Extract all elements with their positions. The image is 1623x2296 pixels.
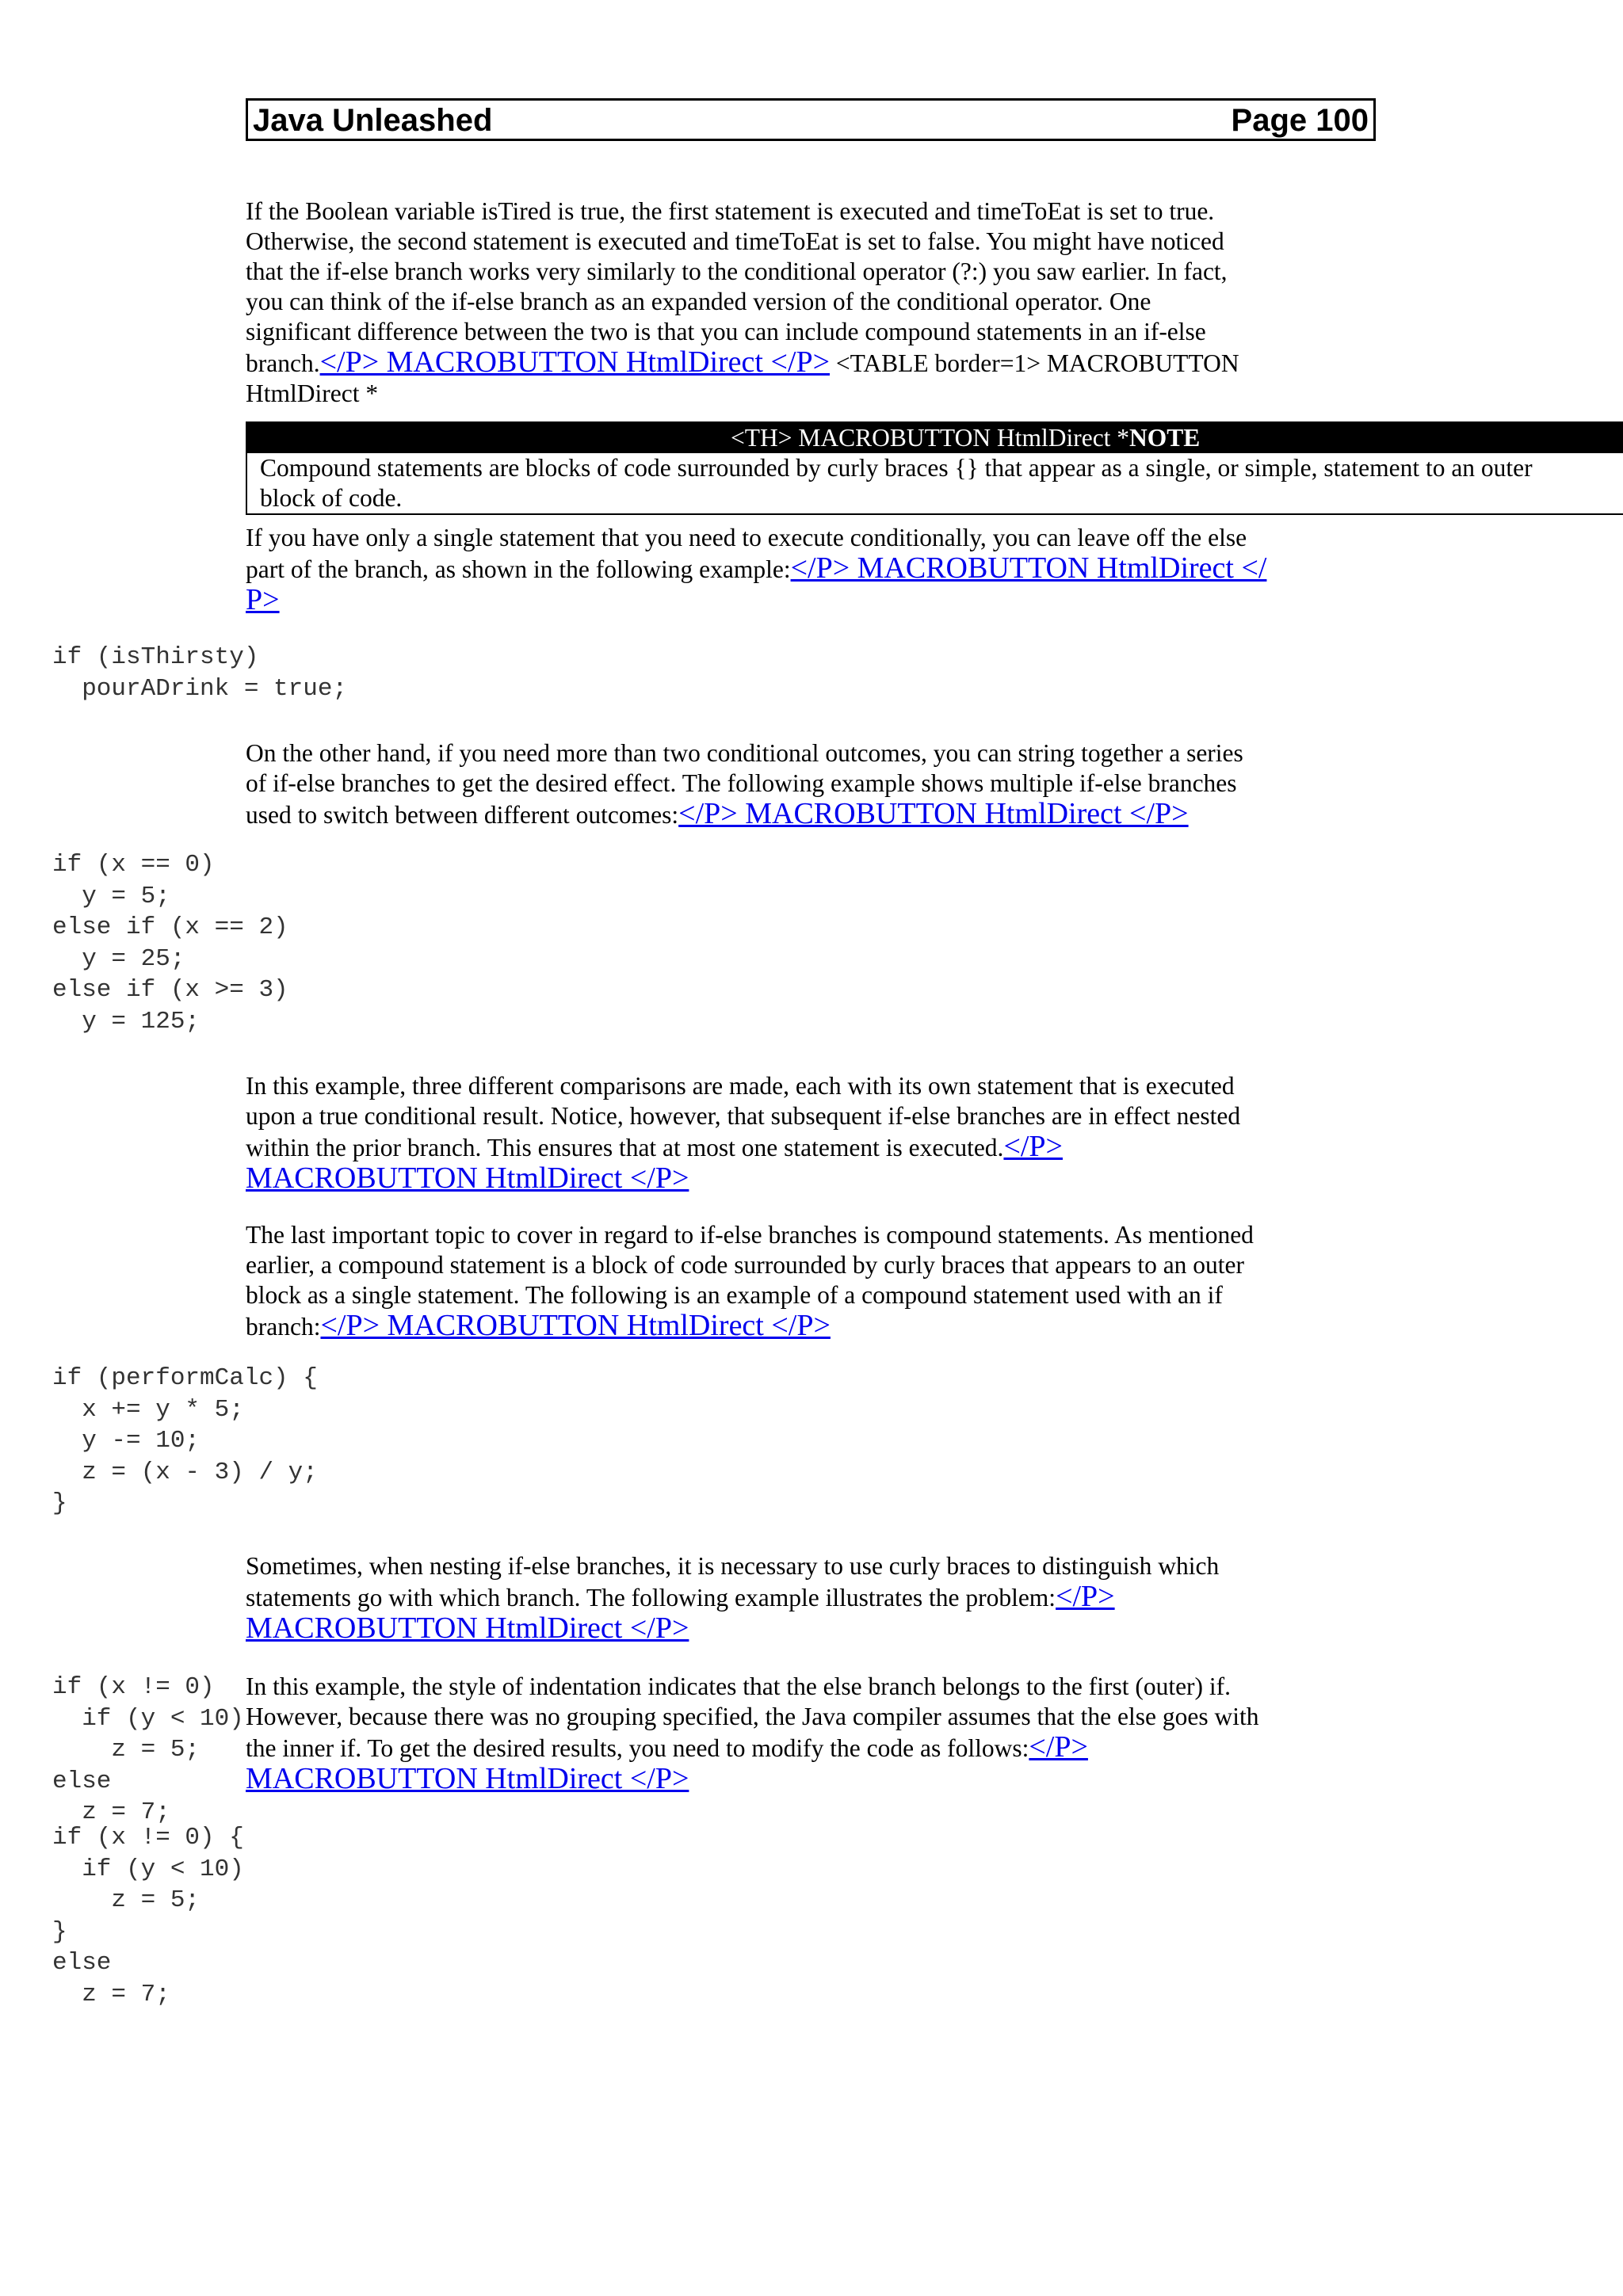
macrobutton-link[interactable]: MACROBUTTON HtmlDirect </P> bbox=[246, 1611, 689, 1645]
code-block-else-if-chain: if (x == 0) y = 5; else if (x == 2) y = 25; else if (x >= 3) y = 125; bbox=[52, 851, 288, 1035]
text-line: In this example, the style of indentation indicates that the else branch belongs to the first (outer) if. bbox=[246, 1672, 1232, 1700]
macrobutton-link[interactable]: </P> MACROBUTTON HtmlDirect </P> bbox=[319, 345, 831, 379]
paragraph-multiple-outcomes bbox=[246, 738, 1387, 830]
code-block-if-thirsty: if (isThirsty) pourADrink = true; bbox=[52, 643, 348, 703]
text-line: If the Boolean variable isTired is true, the first statement is executed and timeToEat is set to true. bbox=[246, 197, 1215, 225]
macrobutton-link[interactable]: </P> MACROBUTTON HtmlDirect </P> bbox=[320, 1309, 831, 1342]
text-line: used to switch between different outcomes:</P> MACROBUTTON HtmlDirect </P> bbox=[246, 797, 1189, 830]
paragraph-nesting-braces bbox=[246, 1551, 1387, 1645]
macrobutton-link[interactable]: </P> bbox=[1029, 1730, 1088, 1764]
text-line bbox=[246, 1764, 1387, 1795]
page-number: Page 100 bbox=[1231, 103, 1369, 138]
note-header: <TH> MACROBUTTON HtmlDirect *NOTE bbox=[247, 423, 1623, 453]
book-title: Java Unleashed bbox=[253, 103, 493, 138]
text-line bbox=[246, 1613, 1387, 1645]
text-line: However, because there was no grouping specified, the Java compiler assumes that the else goes with bbox=[246, 1703, 1259, 1730]
text-line: Otherwise, the second statement is executed and timeToEat is set to false. You might have noticed bbox=[246, 227, 1224, 255]
macrobutton-link[interactable]: MACROBUTTON HtmlDirect </P> bbox=[246, 1161, 689, 1195]
text-line: In this example, three different comparisons are made, each with its own statement that is executed bbox=[246, 1072, 1235, 1100]
text-line: Sometimes, when nesting if-else branches, it is necessary to use curly braces to distinguish which bbox=[246, 1552, 1220, 1580]
code-block-nested-problem: if (x != 0) if (y < 10) z = 5; else z = 7; bbox=[52, 1673, 244, 1826]
text-line: significant difference between the two is that you can include compound statements in an if-else bbox=[246, 318, 1206, 345]
text-line: the inner if. To get the desired results, you need to modify the code as follows:</P> bbox=[246, 1730, 1088, 1764]
text-line: upon a true conditional result. Notice, however, that subsequent if-else branches are in effect nested bbox=[246, 1102, 1241, 1130]
text-line: of if-else branches to get the desired effect. The following example shows multiple if-else branches bbox=[246, 769, 1237, 797]
text-line bbox=[246, 1163, 1387, 1195]
text-line: block of code. bbox=[260, 484, 403, 512]
macrobutton-link[interactable]: </P> MACROBUTTON HtmlDirect </P> bbox=[678, 797, 1189, 830]
macrobutton-link[interactable]: P> bbox=[246, 583, 280, 616]
text-line: you can think of the if-else branch as an expanded version of the conditional operator. One bbox=[246, 288, 1151, 315]
macrobutton-link[interactable]: </P> bbox=[1056, 1580, 1115, 1613]
code-block-nested-fixed: if (x != 0) { if (y < 10) z = 5; } else z = 7; bbox=[52, 1824, 244, 2008]
text-line: within the prior branch. This ensures that at most one statement is executed.</P> bbox=[246, 1130, 1063, 1163]
text-line: The last important topic to cover in regard to if-else branches is compound statements. As mentioned bbox=[246, 1221, 1254, 1249]
macrobutton-link[interactable]: MACROBUTTON HtmlDirect </P> bbox=[246, 1762, 689, 1795]
macrobutton-link[interactable]: </P> bbox=[1003, 1130, 1063, 1163]
code-block-perform-calc: if (performCalc) { x += y * 5; y -= 10; z = (x - 3) / y; } bbox=[52, 1364, 318, 1517]
note-table bbox=[246, 421, 1623, 515]
text-line: If you have only a single statement that you need to execute conditionally, you can leave off the else bbox=[246, 524, 1247, 551]
page-header bbox=[246, 98, 1376, 141]
text-line: branch:</P> MACROBUTTON HtmlDirect </P> bbox=[246, 1309, 831, 1342]
note-body bbox=[260, 453, 1533, 513]
paragraph-indentation-issue bbox=[246, 1672, 1387, 1795]
macrobutton-link[interactable]: </P> MACROBUTTON HtmlDirect </ bbox=[790, 551, 1267, 585]
paragraph-comparisons bbox=[246, 1071, 1387, 1195]
text-line bbox=[246, 585, 1387, 616]
text-line: Compound statements are blocks of code surrounded by curly braces {} that appear as a single, or simple, statement to an outer bbox=[260, 454, 1533, 482]
paragraph-single-statement bbox=[246, 523, 1387, 616]
note-label: NOTE bbox=[1129, 424, 1201, 452]
paragraph-compound-statements bbox=[246, 1220, 1387, 1342]
text-line: branch.</P> MACROBUTTON HtmlDirect </P> <TABLE border=1> MACROBUTTON bbox=[246, 345, 1239, 379]
text-line: On the other hand, if you need more than two conditional outcomes, you can string together a series bbox=[246, 739, 1243, 767]
text-line: earlier, a compound statement is a block of code surrounded by curly braces that appears to an outer bbox=[246, 1251, 1245, 1279]
text-line: part of the branch, as shown in the following example:</P> MACROBUTTON HtmlDirect </ bbox=[246, 551, 1267, 585]
text-line: statements go with which branch. The following example illustrates the problem:</P> bbox=[246, 1580, 1115, 1613]
text-line: block as a single statement. The following is an example of a compound statement used with an if bbox=[246, 1281, 1223, 1309]
text-line: HtmlDirect * bbox=[246, 379, 379, 407]
text-line: that the if-else branch works very similarly to the conditional operator (?:) you saw earlier. In fact, bbox=[246, 257, 1228, 285]
paragraph-if-else-intro bbox=[246, 196, 1387, 409]
